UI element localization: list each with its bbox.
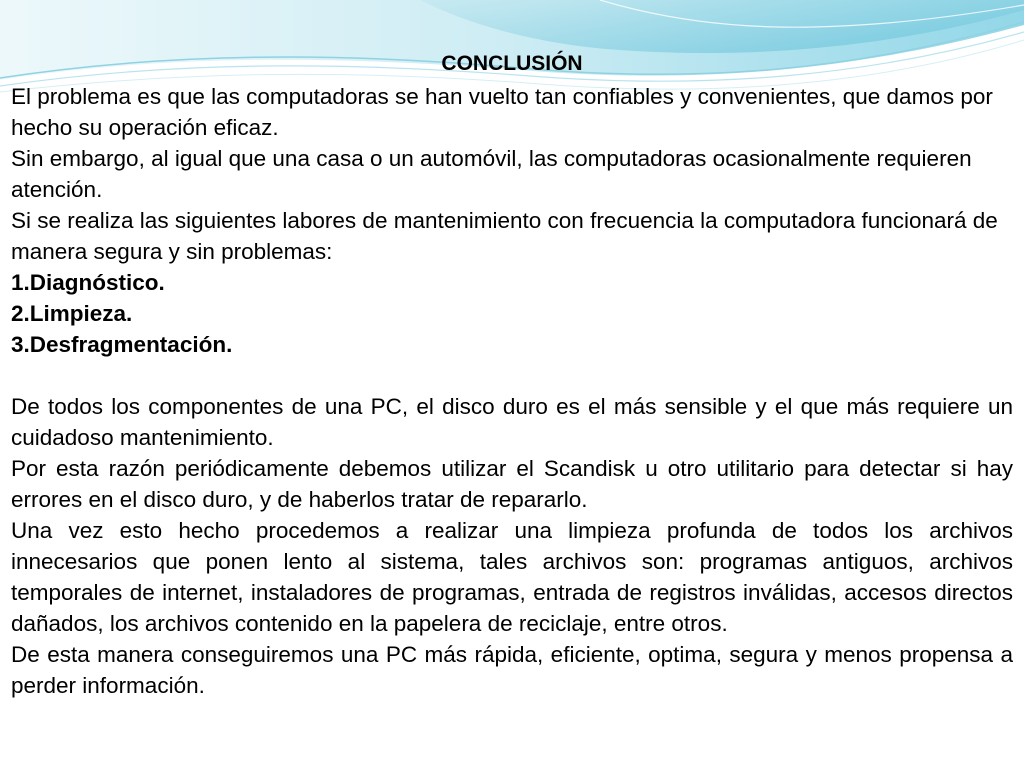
slide-body <box>11 50 1013 701</box>
detail-paragraph-4: De esta manera conseguiremos una PC más rápida, eficiente, optima, segura y menos propensa a perder información. <box>11 642 1013 698</box>
slide-title: CONCLUSIÓN <box>441 52 583 75</box>
detail-paragraph-3: Una vez esto hecho procedemos a realizar una limpieza profunda de todos los archivos innecesarios que ponen lento al sistema, tales archivos son: programas antiguos, archivos temporales de internet, instaladores de programas, entrada de registros inválidas, accesos directos dañados, los archivos contenido en la papelera de reciclaje, entre otros. <box>11 518 1013 636</box>
intro-paragraph-2: Sin embargo, al igual que una casa o un automóvil, las computadoras ocasionalmente requieren atención. <box>11 146 972 202</box>
task-item-desfragmentacion: 3.Desfragmentación. <box>11 332 233 357</box>
intro-paragraph-3: Si se realiza las siguientes labores de mantenimiento con frecuencia la computadora funcionará de manera segura y sin problemas: <box>11 208 998 264</box>
spacer <box>11 360 1013 391</box>
intro-paragraph-1: El problema es que las computadoras se han vuelto tan confiables y convenientes, que damos por hecho su operación eficaz. <box>11 84 993 140</box>
task-item-diagnostico: 1.Diagnóstico. <box>11 270 165 295</box>
detail-paragraph-1: De todos los componentes de una PC, el disco duro es el más sensible y el que más requiere un cuidadoso mantenimiento. <box>11 394 1013 450</box>
detail-paragraph-2: Por esta razón periódicamente debemos utilizar el Scandisk u otro utilitario para detectar si hay errores en el disco duro, y de haberlos tratar de repararlo. <box>11 456 1013 512</box>
task-item-limpieza: 2.Limpieza. <box>11 301 133 326</box>
